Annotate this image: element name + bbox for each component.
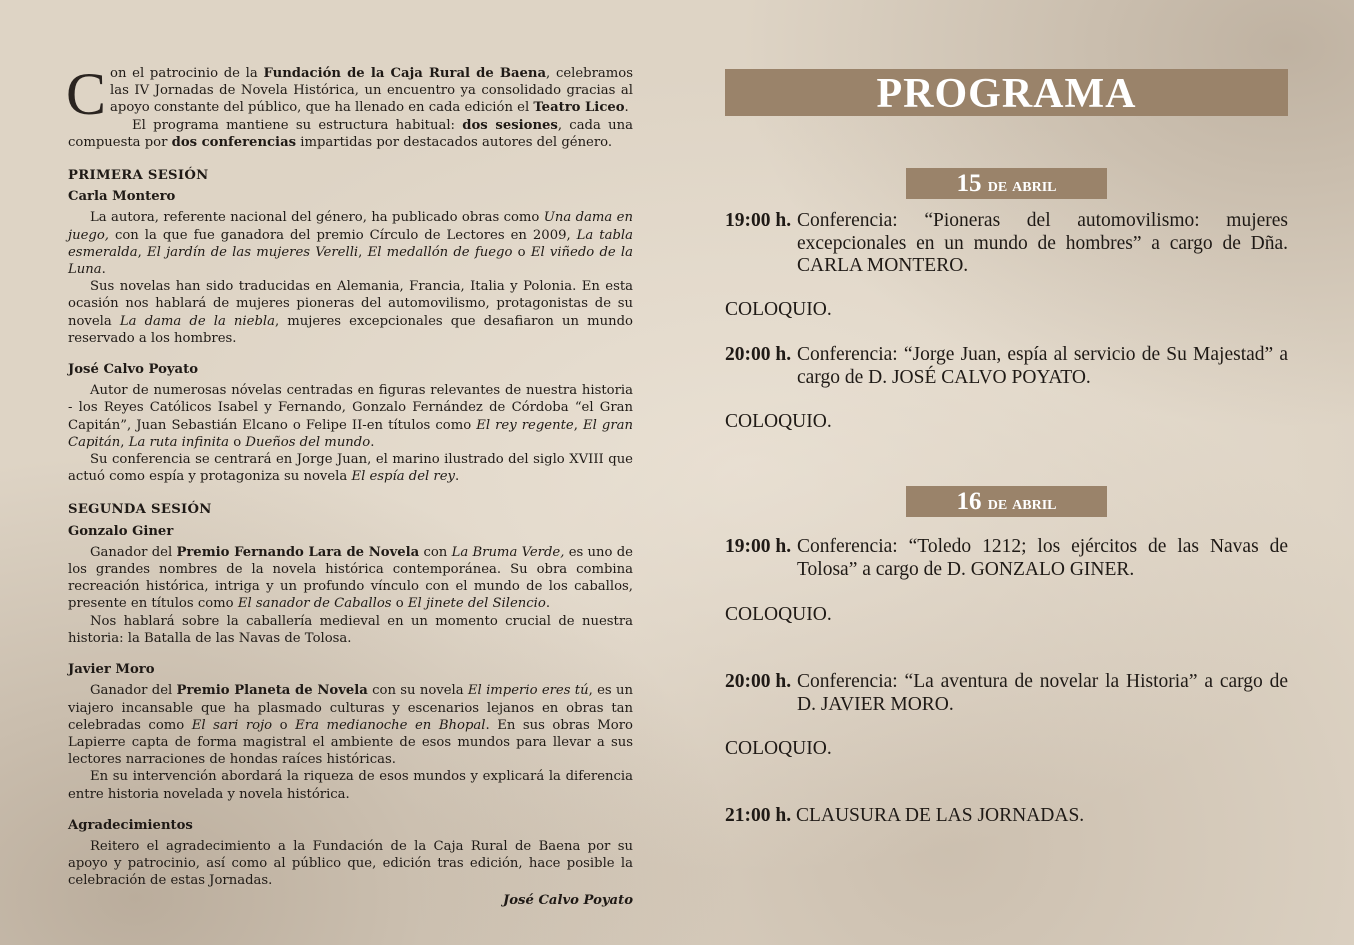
text: o bbox=[395, 596, 404, 612]
text: La autora, referente nacional del género, ha publicado obras como bbox=[90, 210, 540, 226]
text: Conferencia: bbox=[797, 536, 898, 557]
book-title: El espía del rey bbox=[351, 469, 455, 485]
author-paragraph bbox=[68, 682, 633, 768]
author-paragraph bbox=[68, 544, 633, 613]
author-paragraph: Nos hablará sobre la caballería medieval en un momento crucial de nuestra historia: la Batalla de las Navas de Tolosa. bbox=[68, 613, 633, 646]
event-time: 20:00 h. bbox=[725, 671, 792, 692]
text: Ganador del bbox=[90, 683, 173, 699]
acknowledgements-heading: Agradecimientos bbox=[68, 817, 193, 833]
structure-paragraph bbox=[68, 117, 633, 151]
intro-text: . bbox=[624, 100, 629, 116]
book-title: Era medianoche en Bhopal bbox=[295, 717, 486, 733]
month: de abril bbox=[987, 492, 1057, 514]
bold-text: dos sesiones bbox=[462, 117, 558, 133]
text: o bbox=[233, 434, 242, 450]
book-title: El jinete del Silencio bbox=[407, 596, 546, 612]
book-title: La Bruma Verde, bbox=[451, 544, 565, 560]
event-description bbox=[797, 671, 1288, 716]
acknowledgements-paragraph: Reitero el agradecimiento a la Fundación de la Caja Rural de Baena por su apoyo y patrocinio, así como al público que, edición tras edición, hace posible la celebración de estas Jornadas. bbox=[68, 838, 633, 889]
text: con bbox=[423, 544, 448, 560]
speaker: a cargo de D. GONZALO GINER. bbox=[862, 558, 1135, 580]
book-title: El medallón de fuego bbox=[367, 244, 513, 260]
event-time: 21:00 h. bbox=[725, 805, 792, 826]
author-name: Gonzalo Giner bbox=[68, 523, 174, 539]
program-title: PROGRAMA bbox=[725, 69, 1288, 116]
month: de abril bbox=[987, 174, 1057, 196]
drop-cap: C bbox=[66, 61, 107, 127]
event-4 bbox=[725, 671, 1288, 716]
text: , bbox=[573, 417, 578, 433]
text: con la que fue ganadora del premio Círculo de Lectores en 2009, bbox=[114, 227, 571, 243]
book-title: La tabla esmeralda bbox=[68, 227, 633, 260]
book-title: El sari rojo bbox=[191, 717, 273, 733]
day-number: 15 bbox=[956, 170, 982, 197]
text: . bbox=[101, 262, 106, 278]
talk-title: “Jorge Juan, espía al servicio de Su Majestad” bbox=[903, 344, 1274, 365]
event-description bbox=[797, 536, 1288, 581]
coloquio-1: COLOQUIO. bbox=[725, 299, 832, 320]
author-paragraph: En su intervención abordará la riqueza de esos mundos y explicará la diferencia entre historia novelada y novela histórica. bbox=[68, 769, 633, 802]
text: , cada una compuesta por bbox=[68, 117, 633, 150]
text: Autor de numerosas nóvelas centradas en figuras relevantes de nuestra historia - los Reyes Católicos Isabel y Fernando, Gonzalo Fernández de Córdoba “el Gran Capitán”, Juan Sebastián Elcano o Felipe II-en títulos como bbox=[68, 383, 633, 433]
date-banner-16 bbox=[906, 486, 1107, 517]
text: Su conferencia se centrará en Jorge Juan, el marino ilustrado del siglo XVIII que actuó como espía y protagoniza su novela bbox=[68, 452, 633, 485]
text: . bbox=[454, 469, 460, 485]
book-title: La ruta infinita bbox=[128, 434, 230, 450]
intro-text: on el patrocinio de la bbox=[110, 66, 258, 81]
intro-bold: Teatro Liceo bbox=[533, 100, 625, 116]
book-title: El viñedo de la Luna bbox=[68, 244, 634, 278]
text: Ganador del bbox=[90, 544, 173, 560]
author-paragraph bbox=[68, 451, 633, 485]
author-paragraph bbox=[68, 209, 633, 278]
text: El programa mantiene su estructura habitual: bbox=[132, 117, 455, 133]
event-time: 20:00 h. bbox=[725, 344, 792, 365]
signature: José Calvo Poyato bbox=[503, 892, 633, 908]
text: con su novela bbox=[372, 683, 464, 699]
author-name: Javier Moro bbox=[68, 662, 155, 678]
event-time: 19:00 h. bbox=[725, 210, 792, 231]
coloquio-4: COLOQUIO. bbox=[725, 738, 832, 759]
intro-text: , celebramos las IV Jornadas de Novela Histórica, un encuentro ya consolidado gracias al apoyo constante del público, que ha llenado en cada edición el bbox=[110, 66, 633, 116]
text: Sus novelas han sido traducidas en Alemania, Francia, Italia y Polonia. En esta ocasión nos hablará de mujeres pioneras del automovilismo, protagonistas de su novela bbox=[68, 279, 633, 329]
event-description bbox=[797, 344, 1288, 389]
talk-title: “Toledo 1212; los ejércitos de las Navas de Tolosa” bbox=[797, 536, 1288, 580]
text: o bbox=[279, 717, 288, 733]
coloquio-2: COLOQUIO. bbox=[725, 411, 832, 432]
text: , mujeres excepcionales que desafiaron un mundo reservado a los hombres. bbox=[68, 313, 633, 346]
event-time: 19:00 h. bbox=[725, 536, 792, 557]
talk-title: “Pioneras del automovilismo: mujeres excepcionales en un mundo de hombres” bbox=[797, 210, 1289, 254]
bold-text: Premio Fernando Lara de Novela bbox=[176, 544, 420, 560]
text: . bbox=[370, 434, 375, 450]
book-title: El jardín de las mujeres Verelli bbox=[147, 244, 359, 260]
text: , bbox=[120, 434, 125, 450]
text: , bbox=[358, 244, 363, 260]
author-name: José Calvo Poyato bbox=[68, 362, 198, 378]
talk-title: “La aventura de novelar la Historia” bbox=[904, 671, 1198, 692]
closing-event bbox=[725, 805, 1084, 827]
book-title: El imperio eres tú bbox=[467, 683, 589, 699]
bold-text: dos conferencias bbox=[171, 134, 297, 150]
speaker: a cargo de D. JOSÉ CALVO POYATO. bbox=[797, 344, 1289, 388]
text: . bbox=[545, 596, 551, 612]
text: , bbox=[137, 244, 142, 260]
closing-text: CLAUSURA DE LAS JORNADAS. bbox=[795, 805, 1085, 826]
left-column bbox=[66, 61, 634, 909]
day-number: 16 bbox=[956, 488, 982, 515]
session-heading: SEGUNDA SESIÓN bbox=[68, 502, 212, 518]
book-title: Dueños del mundo bbox=[245, 434, 371, 450]
author-name: Carla Montero bbox=[68, 189, 176, 205]
event-2 bbox=[725, 344, 1288, 389]
book-title: Una dama en juego, bbox=[68, 210, 633, 243]
text: Conferencia: bbox=[797, 671, 898, 692]
book-title: El gran Capitán bbox=[68, 417, 633, 450]
author-paragraph bbox=[68, 278, 633, 347]
text: es uno de los grandes nombres de la novela histórica contemporánea. Su obra combina recreación histórica, intriga y un profundo vínculo con el mundo de los caballos, presente en títulos como bbox=[68, 544, 633, 612]
speaker: a cargo de Dña. CARLA MONTERO. bbox=[797, 232, 1288, 276]
speaker: a cargo de D. JAVIER MORO. bbox=[797, 671, 1289, 715]
author-paragraph bbox=[68, 382, 633, 451]
event-1 bbox=[725, 210, 1288, 278]
text: , es un viajero incansable que ha plasmado culturas y escenarios lejanos en obras tan celebradas como bbox=[68, 683, 633, 733]
text: . En sus obras Moro Lapierre capta de forma magistral el ambiente de esos mundos para llevar a sus lectores narraciones de hondas raíces históricas. bbox=[68, 717, 633, 768]
book-title: El sanador de Caballos bbox=[237, 596, 392, 612]
text: Conferencia: bbox=[797, 344, 898, 365]
event-3 bbox=[725, 536, 1288, 581]
event-description bbox=[797, 210, 1288, 278]
session-heading: PRIMERA SESIÓN bbox=[68, 168, 209, 184]
coloquio-3: COLOQUIO. bbox=[725, 604, 832, 625]
bold-text: Premio Planeta de Novela bbox=[176, 683, 368, 699]
text: Conferencia: bbox=[797, 210, 898, 231]
text: impartidas por destacados autores del género. bbox=[300, 134, 613, 150]
book-title: La dama de la niebla bbox=[119, 313, 275, 329]
text: o bbox=[517, 244, 526, 260]
intro-bold: Fundación de la Caja Rural de Baena bbox=[263, 66, 547, 81]
book-title: El rey regente bbox=[476, 417, 574, 433]
date-banner-15 bbox=[906, 168, 1107, 199]
